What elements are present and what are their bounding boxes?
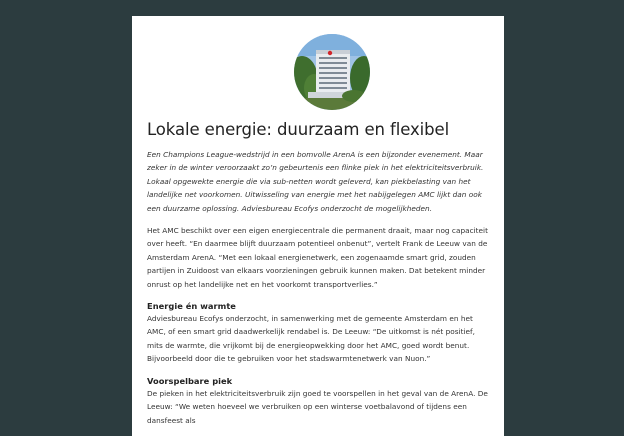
building-photo-image bbox=[294, 34, 370, 110]
article-paragraph: Het AMC beschikt over een eigen energiecentrale die permanent draait, maar nog capaciteit over heeft. “En daarmee blijft duurzaam potentieel onbenut”, vertelt Frank de Leeuw van de Amsterdam ArenA. “Met een lokaal energienetwerk, een zogenaamde smart grid, zouden partijen in Zuidoost van elkaars voorzieningen gebruik kunnen maken. Dat betekent minder onrust op het landelijke net en het voorkomt transportverlies.” bbox=[147, 226, 488, 289]
section-heading: Voorspelbare piek bbox=[147, 375, 233, 386]
article-photo bbox=[294, 34, 370, 110]
article-intro: Een Champions League-wedstrijd in een bomvolle ArenA is een bijzonder evenement. Maar zeker in de winter veroorzaakt zo’n gebeurtenis een flinke piek in het elektriciteitsverbruik. Lokaal opgewekte energie die via sub-netten wordt geleverd, kan piekbelasting van het landelijke net voorkomen. Uitwisseling van energie met het nabijgelegen AMC lijkt dan ook een duurzame oplossing. Adviesbureau Ecofys onderzocht de mogelijkheden. bbox=[147, 150, 484, 213]
article-body bbox=[147, 148, 493, 427]
section-text: De pieken in het elektriciteitsverbruik zijn goed te voorspellen in het geval van de ArenA. De Leeuw: “We weten hoeveel we verbruiken op een winterse voetbalavond of tijdens een dansfeest als bbox=[147, 388, 488, 425]
article-title: Lokale energie: duurzaam en flexibel bbox=[147, 120, 450, 139]
article-card bbox=[132, 16, 504, 436]
section-heading: Energie én warmte bbox=[147, 301, 236, 312]
section-text: Adviesbureau Ecofys onderzocht, in samenwerking met de gemeente Amsterdam en het AMC, of een smart grid daadwerkelijk rendabel is. De Leeuw: “De uitkomst is nét positief, mits de warmte, die vrijkomt bij de energieopwekking door het AMC, goed wordt benut. Bijvoorbeeld door die te gebruiken voor het stadswarmtenetwerk van Nuon.” bbox=[147, 314, 475, 364]
